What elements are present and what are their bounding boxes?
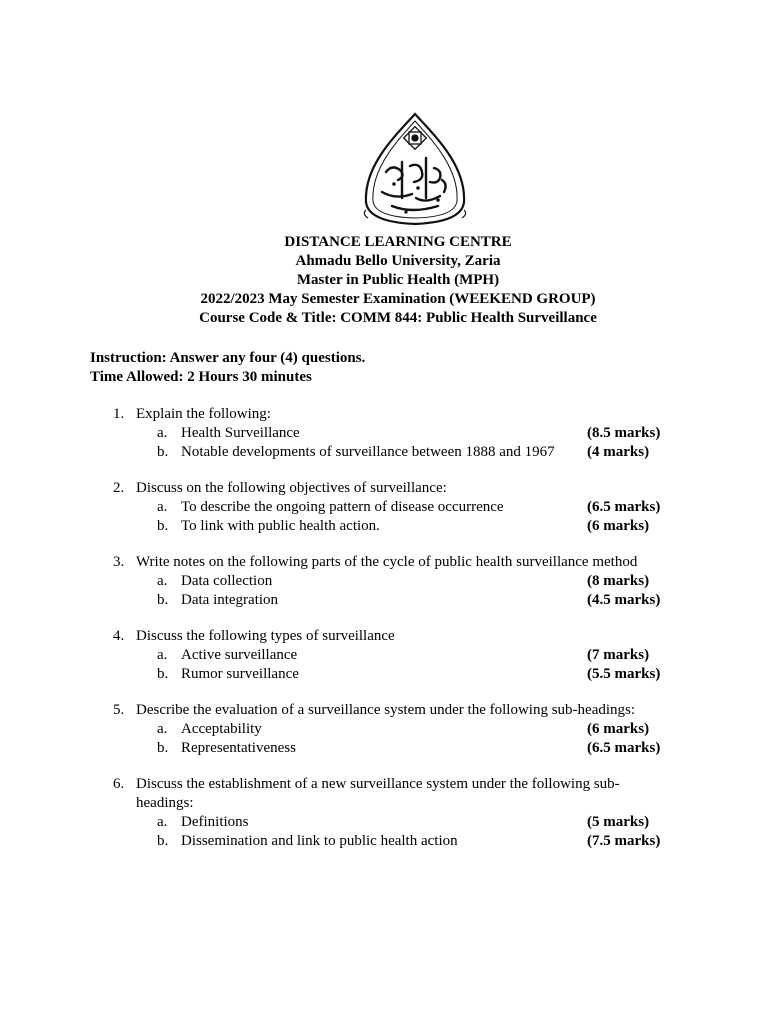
exam-session: 2022/2023 May Semester Examination (WEEKEND GROUP) — [200, 291, 596, 307]
question-part — [0, 832, 768, 851]
question-text: Describe the evaluation of a surveillance system under the following sub-headings: — [136, 702, 636, 718]
question-item — [0, 775, 768, 851]
time-allowed: Time Allowed: 2 Hours 30 minutes — [90, 369, 312, 385]
part-text: Acceptability — [181, 721, 262, 737]
part-marks: (6 marks) — [587, 518, 650, 534]
instructions-block — [90, 349, 365, 387]
question-part — [0, 424, 768, 443]
question-part — [0, 739, 768, 758]
part-letter: b. — [157, 592, 169, 608]
question-number: 1. — [113, 406, 125, 422]
part-text: Representativeness — [181, 740, 296, 756]
question-part — [0, 517, 768, 536]
part-text: Health Surveillance — [181, 425, 300, 441]
part-text: Data integration — [181, 592, 279, 608]
question-item — [0, 479, 768, 536]
question-number: 2. — [113, 480, 125, 496]
part-marks: (6.5 marks) — [587, 499, 661, 515]
part-text: Data collection — [181, 573, 273, 589]
part-marks: (8 marks) — [587, 573, 650, 589]
part-marks: (4 marks) — [587, 444, 650, 460]
part-text: To describe the ongoing pattern of disease occurrence — [181, 499, 504, 515]
part-letter: a. — [157, 647, 168, 663]
part-letter: a. — [157, 499, 168, 515]
part-letter: b. — [157, 444, 169, 460]
part-letter: a. — [157, 425, 168, 441]
course-title: Course Code & Title: COMM 844: Public Health Surveillance — [199, 310, 597, 326]
part-letter: b. — [157, 833, 169, 849]
question-part — [0, 591, 768, 610]
part-marks: (5 marks) — [587, 814, 650, 830]
university-crest-logo-icon — [356, 110, 474, 228]
question-number: 5. — [113, 702, 125, 718]
instruction-text: Instruction: Answer any four (4) questions. — [90, 350, 366, 366]
part-letter: b. — [157, 666, 169, 682]
part-text: To link with public health action. — [181, 518, 380, 534]
question-item — [0, 701, 768, 758]
question-part — [0, 813, 768, 832]
questions-list — [0, 405, 768, 868]
centre-title: DISTANCE LEARNING CENTRE — [284, 234, 512, 250]
part-marks: (6.5 marks) — [587, 740, 661, 756]
part-marks: (6 marks) — [587, 721, 650, 737]
exam-header — [0, 233, 768, 328]
question-number: 6. — [113, 776, 125, 792]
part-letter: a. — [157, 721, 168, 737]
part-text: Dissemination and link to public health action — [181, 833, 458, 849]
part-text: Rumor surveillance — [181, 666, 299, 682]
question-number: 4. — [113, 628, 125, 644]
question-part — [0, 498, 768, 517]
part-letter: a. — [157, 573, 168, 589]
part-marks: (8.5 marks) — [587, 425, 661, 441]
question-item — [0, 553, 768, 610]
question-text: Write notes on the following parts of the cycle of public health surveillance method — [136, 554, 638, 570]
question-text: Discuss the establishment of a new surveillance system under the following sub-headings: — [136, 776, 620, 811]
question-part — [0, 572, 768, 591]
part-text: Definitions — [181, 814, 249, 830]
part-text: Active surveillance — [181, 647, 298, 663]
question-text: Discuss the following types of surveillance — [136, 628, 395, 644]
part-marks: (7.5 marks) — [587, 833, 661, 849]
question-number: 3. — [113, 554, 125, 570]
part-letter: b. — [157, 518, 169, 534]
question-part — [0, 443, 768, 462]
programme-name: Master in Public Health (MPH) — [296, 272, 500, 288]
question-part — [0, 665, 768, 684]
university-name: Ahmadu Bello University, Zaria — [295, 253, 501, 269]
question-item — [0, 627, 768, 684]
part-marks: (4.5 marks) — [587, 592, 661, 608]
part-letter: a. — [157, 814, 168, 830]
question-item — [0, 405, 768, 462]
question-text: Explain the following: — [136, 406, 271, 422]
part-marks: (7 marks) — [587, 647, 650, 663]
question-text: Discuss on the following objectives of surveillance: — [136, 480, 447, 496]
part-text: Notable developments of surveillance between 1888 and 1967 — [181, 444, 555, 460]
question-part — [0, 646, 768, 665]
question-part — [0, 720, 768, 739]
part-letter: b. — [157, 740, 169, 756]
part-marks: (5.5 marks) — [587, 666, 661, 682]
